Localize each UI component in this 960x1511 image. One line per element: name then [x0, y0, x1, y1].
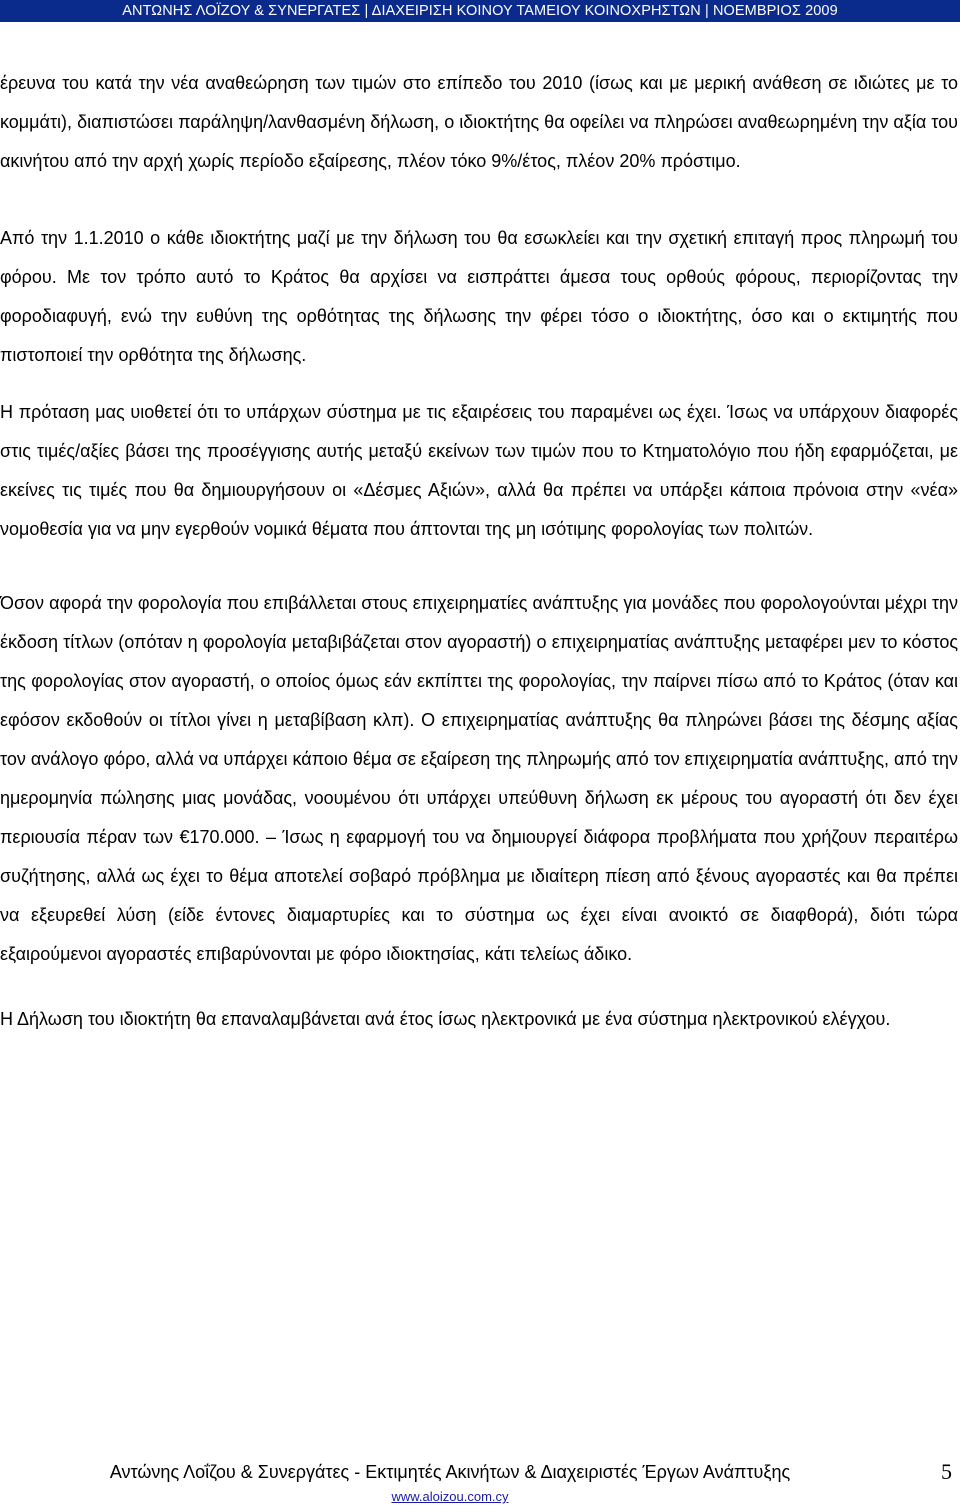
paragraph-5: Η Δήλωση του ιδιοκτήτη θα επαναλαμβάνεται ανά έτος ίσως ηλεκτρονικά με ένα σύστημα ηλεκτρονικού ελέγχου. [0, 1009, 891, 1029]
paragraph-3: Η πρόταση μας υιοθετεί ότι το υπάρχων σύστημα με τις εξαιρέσεις του παραμένει ως έχει. Ίσως να υπάρχουν διαφορές στις τιμές/αξίες βάσει της προσέγγισης αυτής μεταξύ εκείνων των τιμών που το Κτηματολόγιο που ήδη εφαρμόζεται, με εκείνες τις τιμές που θα δημιουργήσουν οι «Δέσμες Αξιών», αλλά θα πρέπει να υπάρξει κάποια πρόνοια στην «νέα» νομοθεσία για να μην εγερθούν νομικά θέματα που άπτονται της μη ισότιμης φορολογίας των πολιτών. [0, 402, 958, 539]
footer-website-link[interactable]: www.aloizou.com.cy [391, 1489, 509, 1504]
header-title: ΑΝΤΩΝΗΣ ΛΟΪΖΟΥ & ΣΥΝΕΡΓΑΤΕΣ | ΔΙΑΧΕΙΡΙΣΗ ΚΟΙΝΟΥ ΤΑΜΕΙΟΥ ΚΟΙΝΟΧΡΗΣΤΩΝ | ΝΟΕΜΒΡΙΟΣ 2009 [122, 3, 838, 19]
page-number: 5 [941, 1459, 952, 1484]
paragraph-2: Από την 1.1.2010 ο κάθε ιδιοκτήτης μαζί με την δήλωση του θα εσωκλείει και την σχετική επιταγή προς πληρωμή του φόρου. Με τον τρόπο αυτό το Κράτος θα αρχίσει να εισπράττει άμεσα τους ορθούς φόρους, περιορίζοντας την φοροδιαφυγή, ενώ την ευθύνη της ορθότητας της δήλωσης την φέρει τόσο ο ιδιοκτήτης, όσο και ο εκτιμητής που πιστοποιεί την ορθότητα της δήλωσης. [0, 228, 958, 365]
paragraph-4: Όσον αφορά την φορολογία που επιβάλλεται στους επιχειρηματίες ανάπτυξης για μονάδες που φορολογούνται μέχρι την έκδοση τίτλων (οπόταν η φορολογία μεταβιβάζεται στον αγοραστή) ο επιχειρηματίας ανάπτυξης μεταφέρει μεν το κόστος της φορολογίας στον αγοραστή, ο οποίος όμως εάν εκπίπτει της φορολογίας, την παίρνει πίσω από το Κράτος (όταν και εφόσον εκδοθούν οι τίτλοι γίνει η μεταβίβαση κλπ). Ο επιχειρηματίας ανάπτυξης θα πληρώνει βάσει της δέσμης αξίας τον ανάλογο φόρο, αλλά να υπάρχει κάποιο θέμα σε εξαίρεση της πληρωμής από τον επιχειρηματία ανάπτυξης, από την ημερομηνία πώλησης μιας μονάδας, νοουμένου ότι υπάρχει υπεύθυνη δήλωση εκ μέρους του αγοραστή ότι δεν έχει περιουσία πέραν των €170.000. – Ίσως η εφαρμογή του να δημιουργεί διάφορα προβλήματα που χρήζουν περαιτέρω συζήτησης, αλλά ως έχει το θέμα αποτελεί σοβαρό πρόβλημα με ιδιαίτερη πίεση από ξένους αγοραστές και θα πρέπει να εξευρεθεί λύση (είδε έντονες διαμαρτυρίες και το σύστημα ως έχει είναι ανοικτό σε διαφθορά), διότι τώρα εξαιρούμενοι αγοραστές επιβαρύνονται με φόρο ιδιοκτησίας, κάτι τελείως άδικο. [0, 593, 958, 964]
footer-company-line: Αντώνης Λοΐζου & Συνεργάτες - Εκτιμητές Ακινήτων & Διαχειριστές Έργων Ανάπτυξης [109, 1462, 791, 1482]
header-bar [0, 0, 960, 22]
paragraph-1: έρευνα του κατά την νέα αναθεώρηση των τιμών στο επίπεδο του 2010 (ίσως και με μερική ανάθεση σε ιδιώτες με το κομμάτι), διαπιστώσει παράληψη/λανθασμένη δήλωση, ο ιδιοκτήτης θα οφείλει να πληρώσει αναθεωρημένη την αξία του ακινήτου από την αρχή χωρίς περίοδο εξαίρεσης, πλέον τόκο 9%/έτος, πλέον 20% πρόστιμο. [0, 73, 958, 171]
document-body [0, 64, 958, 1039]
